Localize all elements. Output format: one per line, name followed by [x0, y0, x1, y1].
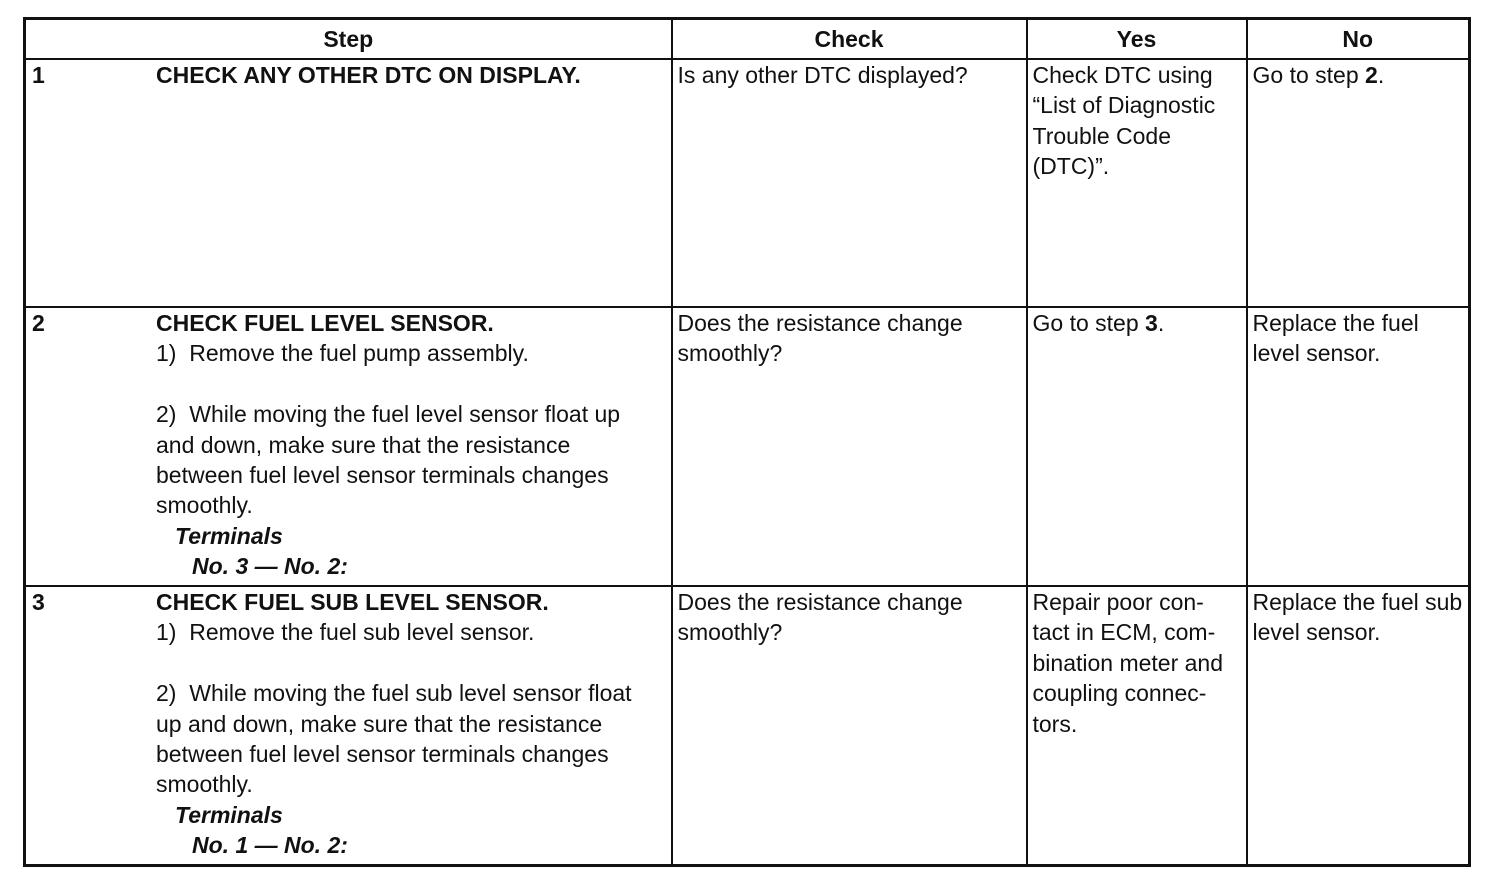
step-body [156, 587, 666, 861]
step-cell [25, 586, 672, 866]
table-row [25, 586, 1470, 866]
step-cell [25, 59, 672, 307]
header-yes: Yes [1027, 19, 1247, 60]
yes-cell: Repair poor con-tact in ECM, com-bination meter and coupling connec-tors. [1027, 586, 1247, 866]
step-cell [25, 307, 672, 586]
step-body [156, 308, 666, 582]
substep-text: While moving the fuel level sensor float up and down, make sure that the resistance between fuel level sensor terminals changes smoothly. [156, 401, 621, 519]
terminals-label: Terminals [175, 801, 283, 828]
substep-number: 2) [156, 680, 177, 707]
yes-step-ref: 3 [1145, 310, 1158, 336]
step-body [156, 60, 666, 90]
diagnostic-procedure-table [23, 17, 1471, 867]
spacer [156, 648, 660, 678]
step-number: 2 [32, 310, 45, 336]
no-cell: Replace the fuel level sensor. [1247, 307, 1470, 586]
terminals-value: No. 3 — No. 2: [192, 553, 348, 580]
no-cell [1247, 59, 1470, 307]
table-row [25, 59, 1470, 307]
check-cell: Does the resistance change smoothly? [672, 307, 1027, 586]
yes-cell: Check DTC using “List of Diagnostic Trouble Code (DTC)”. [1027, 59, 1247, 307]
no-step-ref: 2 [1365, 62, 1378, 88]
step-title: CHECK FUEL SUB LEVEL SENSOR. [156, 589, 549, 615]
header-row [25, 19, 1470, 60]
terminals-value: No. 1 — No. 2: [192, 832, 348, 859]
no-text-end: . [1377, 62, 1385, 88]
substep-text: Remove the fuel sub level sensor. [189, 619, 535, 646]
header-check: Check [672, 19, 1027, 60]
step-number: 1 [32, 62, 45, 88]
step-title: CHECK FUEL LEVEL SENSOR. [156, 310, 494, 336]
substep-1 [156, 338, 660, 368]
terminals-label: Terminals [175, 522, 283, 549]
header-step: Step [25, 19, 672, 60]
yes-text: Go to step [1032, 310, 1146, 336]
substep-text: While moving the fuel sub level sensor float up and down, make sure that the resistance between fuel level sensor terminals changes smoothly. [156, 680, 632, 798]
table-row [25, 307, 1470, 586]
check-cell: Is any other DTC displayed? [672, 59, 1027, 307]
check-cell: Does the resistance change smoothly? [672, 586, 1027, 866]
spacer [156, 369, 660, 399]
step-number: 3 [32, 589, 45, 615]
yes-cell [1027, 307, 1247, 586]
substep-number: 1) [156, 619, 177, 646]
no-text: Go to step [1252, 62, 1366, 88]
substep-1 [156, 617, 660, 647]
substep-number: 2) [156, 401, 177, 428]
header-no: No [1247, 19, 1470, 60]
substep-2 [156, 678, 660, 800]
substep-2 [156, 399, 660, 521]
yes-text-end: . [1157, 310, 1165, 336]
no-cell: Replace the fuel sub level sensor. [1247, 586, 1470, 866]
substep-text: Remove the fuel pump assembly. [189, 340, 529, 367]
substep-number: 1) [156, 340, 177, 367]
step-title: CHECK ANY OTHER DTC ON DISPLAY. [156, 62, 581, 88]
